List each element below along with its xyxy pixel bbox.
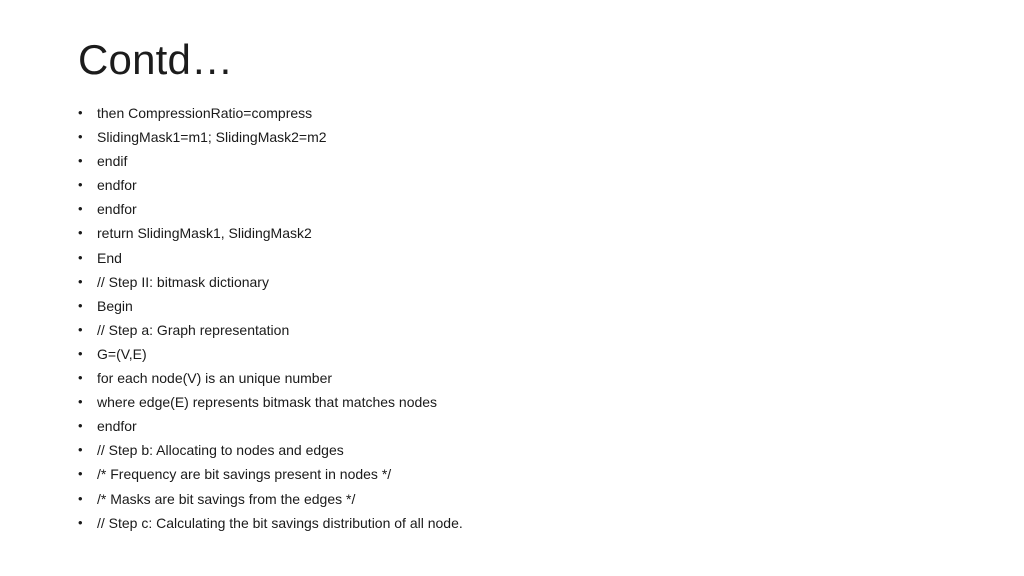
bullet-text: then CompressionRatio=compress	[97, 105, 313, 121]
bullet-text: G=(V,E)	[97, 345, 147, 362]
bullet-text: where edge(E) represents bitmask that matches nodes	[97, 394, 438, 411]
bullet-item	[78, 246, 958, 270]
bullet-item	[78, 294, 958, 318]
bullet-item	[78, 270, 958, 294]
bullet-text: endif	[97, 153, 128, 170]
slide-title: Contd…	[78, 36, 234, 83]
bullet-dot-icon: •	[78, 153, 83, 169]
bullet-dot-icon: •	[78, 442, 83, 458]
bullet-item	[78, 487, 958, 511]
bullet-dot-icon: •	[78, 418, 83, 434]
bullet-item	[78, 414, 958, 438]
bullet-dot-icon: •	[78, 370, 83, 386]
bullet-item	[78, 197, 958, 221]
bullet-text: /* Masks are bit savings from the edges */	[97, 490, 356, 507]
bullet-item	[78, 366, 958, 390]
bullet-item	[78, 511, 958, 535]
bullet-text: endfor	[97, 201, 137, 218]
bullet-item	[78, 390, 958, 414]
bullet-dot-icon: •	[78, 225, 83, 241]
bullet-list	[78, 101, 958, 535]
bullet-dot-icon: •	[78, 490, 83, 506]
bullet-item	[78, 318, 958, 342]
bullet-dot-icon: •	[78, 273, 83, 289]
bullet-text: // Step a: Graph representation	[97, 321, 290, 338]
bullet-text: endfor	[97, 418, 137, 435]
bullet-dot-icon: •	[78, 297, 83, 313]
bullet-dot-icon: •	[78, 345, 83, 361]
bullet-item	[78, 221, 958, 245]
bullet-item	[78, 462, 958, 486]
bullet-dot-icon: •	[78, 249, 83, 265]
bullet-dot-icon: •	[78, 514, 83, 530]
bullet-text: /* Frequency are bit savings present in nodes */	[97, 466, 392, 483]
bullet-dot-icon: •	[78, 201, 83, 217]
bullet-text: End	[97, 249, 122, 266]
bullet-text: for each node(V) is an unique number	[97, 370, 333, 387]
bullet-dot-icon: •	[78, 105, 83, 120]
bullet-item	[78, 149, 958, 173]
bullet-dot-icon: •	[78, 466, 83, 482]
bullet-dot-icon: •	[78, 321, 83, 337]
bullet-text: Begin	[97, 297, 133, 314]
bullet-text: // Step b: Allocating to nodes and edges	[97, 442, 344, 459]
bullet-text: endfor	[97, 177, 137, 194]
bullet-text: // Step II: bitmask dictionary	[97, 273, 269, 290]
bullet-item	[78, 101, 958, 125]
bullet-dot-icon: •	[78, 129, 83, 145]
bullet-text: SlidingMask1=m1; SlidingMask2=m2	[97, 129, 327, 146]
bullet-item	[78, 173, 958, 197]
bullet-item	[78, 125, 958, 149]
bullet-text: return SlidingMask1, SlidingMask2	[97, 225, 312, 242]
bullet-item	[78, 342, 958, 366]
bullet-dot-icon: •	[78, 177, 83, 193]
bullet-dot-icon: •	[78, 394, 83, 410]
bullet-text: // Step c: Calculating the bit savings distribution of all node.	[97, 514, 463, 531]
bullet-item	[78, 438, 958, 462]
